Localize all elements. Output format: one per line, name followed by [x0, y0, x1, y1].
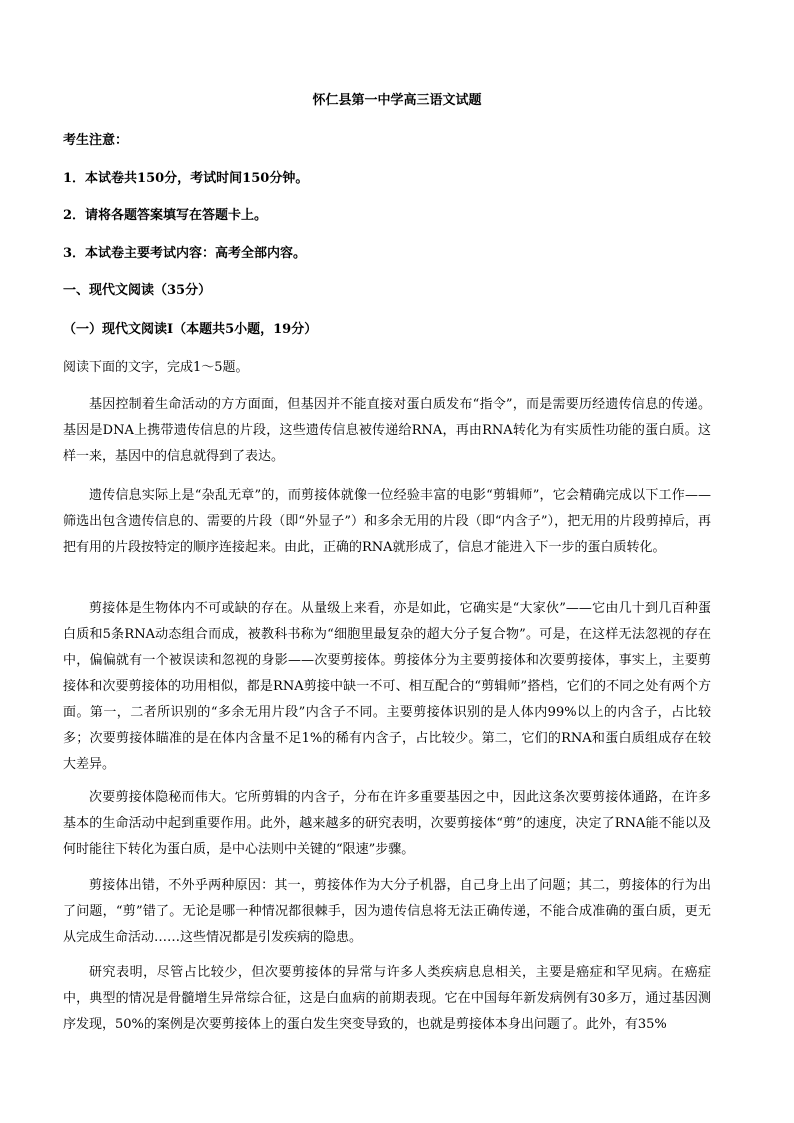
- section-heading: 一、现代文阅读（35分）: [63, 283, 212, 298]
- passage-paragraph-4: 次要剪接体隐秘而伟大。它所剪辑的内含子，分布在许多重要基因之中，因此这条次要剪接体通路，在许多基本的生命活动中起到重要作用。此外，越来越多的研究表明，次要剪接体“剪”的速度，决定了RNA能不能以及何时能往下转化为蛋白质，是中心法则中关键的“限速”步骤。: [63, 790, 711, 857]
- section-subheading: （一）现代文阅读Ⅰ（本题共5小题，19分）: [63, 322, 318, 337]
- exam-title: 怀仁县第一中学高三语文试题: [312, 93, 482, 108]
- passage-paragraph-2: 遗传信息实际上是“杂乱无章”的，而剪接体就像一位经验丰富的电影“剪辑师”，它会精确完成以下工作——筛选出包含遗传信息的、需要的片段（即“外显子”）和多余无用的片段（即“内含子”），把无用的片段剪掉后，再把有用的片段按特定的顺序连接起来。由此，正确的RNA就形成了，信息才能进入下一步的蛋白质转化。: [63, 488, 711, 555]
- notice-item-3: 3．本试卷主要考试内容：高考全部内容。: [63, 246, 307, 261]
- notice-heading: 考生注意：: [63, 133, 129, 148]
- passage-paragraph-6: 研究表明，尽管占比较少，但次要剪接体的异常与许多人类疾病息息相关，主要是癌症和罕见病。在癌症中，典型的情况是骨髓增生异常综合征，这是白血病的前期表现。它在中国每年新发病例有30多万，通过基因测序发现，50%的案例是次要剪接体上的蛋白发生突变导致的，也就是剪接体本身出问题了。此外，有35%: [63, 965, 711, 1032]
- passage-paragraph-1: 基因控制着生命活动的方方面面，但基因并不能直接对蛋白质发布“指令”，而是需要历经遗传信息的传递。基因是DNA上携带遗传信息的片段，这些遗传信息被传递给RNA，再由RNA转化为有实质性功能的蛋白质。这样一来，基因中的信息就得到了表达。: [63, 397, 711, 464]
- reading-instruction: 阅读下面的文字，完成1～5题。: [63, 360, 249, 375]
- notice-item-2: 2．请将各题答案填写在答题卡上。: [63, 208, 268, 223]
- passage-paragraph-3: 剪接体是生物体内不可或缺的存在。从量级上来看，亦是如此，它确实是“大家伙”——它由几十到几百种蛋白质和5条RNA动态组合而成，被教科书称为“细胞里最复杂的超大分子复合物”。可是，在这样无法忽视的存在中，偏偏就有一个被误读和忽视的身影——次要剪接体。剪接体分为主要剪接体和次要剪接体，事实上，主要剪接体和次要剪接体的功用相似，都是RNA剪接中缺一不可、相互配合的“剪辑师”搭档，它们的不同之处有两个方面。第一，二者所识别的“多余无用片段”内含子不同。主要剪接体识别的是人体内99%以上的内含子，占比较多；次要剪接体瞄准的是在体内含量不足1%的稀有内含子，占比较少。第二，它们的RNA和蛋白质组成存在较大差异。: [63, 601, 711, 772]
- passage-paragraph-5: 剪接体出错，不外乎两种原因：其一，剪接体作为大分子机器，自己身上出了问题；其二，剪接体的行为出了问题，“剪”错了。无论是哪一种情况都很棘手，因为遗传信息将无法正确传递，不能合成准确的蛋白质，更无从完成生命活动……这些情况都是引发疾病的隐患。: [63, 878, 711, 945]
- notice-item-1: 1．本试卷共150分，考试时间150分钟。: [63, 171, 309, 186]
